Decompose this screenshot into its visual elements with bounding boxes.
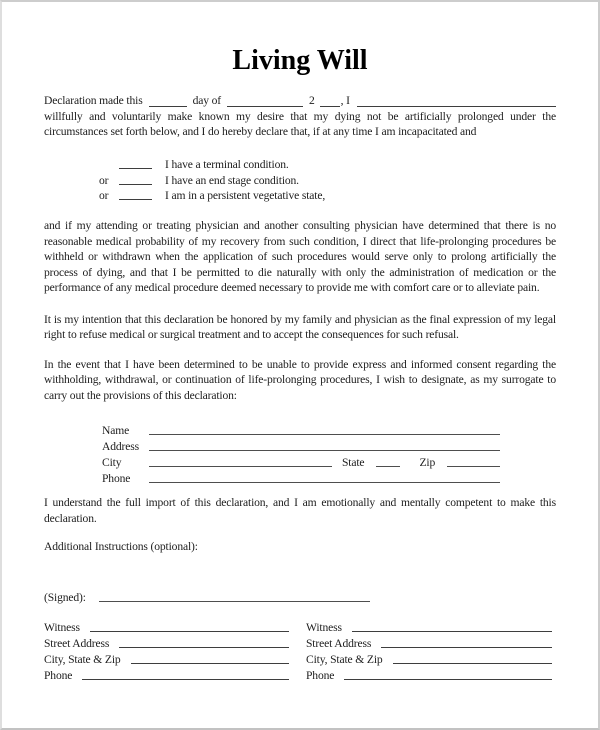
surrogate-address-row <box>102 437 500 453</box>
declarant-name-blank[interactable] <box>357 97 556 107</box>
page-title: Living Will <box>232 45 368 76</box>
witness-name-row <box>44 618 289 634</box>
zip-field-line[interactable] <box>447 457 500 467</box>
witness-city-state-zip-row <box>306 650 552 666</box>
witness-label: Witness <box>306 620 342 634</box>
zip-label: Zip <box>419 456 436 469</box>
signed-label: (Signed): <box>44 590 86 604</box>
vegetative-state-label: I am in a persistent vegetative state, <box>165 189 326 202</box>
street-address-label: Street Address <box>44 636 110 650</box>
condition-row-vegetative <box>99 187 556 203</box>
signature-row <box>44 588 556 604</box>
witness-label: Witness <box>44 620 80 634</box>
witness-column-right <box>306 618 552 682</box>
witness-city-state-zip-line[interactable] <box>131 654 289 664</box>
intention-paragraph: It is my intention that this declaration be honored by my family and physician as the final expression of my legal right to refuse medical or surgical treatment and to accept the consequences for such refusal. <box>44 312 556 341</box>
witness-phone-row <box>306 666 552 682</box>
end-stage-condition-label: I have an end stage condition. <box>165 173 299 187</box>
city-field-line[interactable] <box>149 457 332 467</box>
phone-field-line[interactable] <box>149 473 500 483</box>
witness-name-row <box>306 618 552 634</box>
surrogate-contact-fields <box>102 421 500 485</box>
month-blank[interactable] <box>227 97 303 107</box>
city-state-zip-label: City, State & Zip <box>306 652 383 666</box>
witness-name-line[interactable] <box>352 622 552 632</box>
surrogate-designation-paragraph: In the event that I have been determined to be unable to provide express and informed consent regarding the withholding, withdrawal, or continuation of life-prolonging procedures, I wish to designate, as my surrogate to carry out the provisions of this declaration: <box>44 357 556 402</box>
witness-city-state-zip-row <box>44 650 289 666</box>
surrogate-phone-row <box>102 469 500 485</box>
declaration-made-this-text: Declaration made this <box>44 94 143 107</box>
phone-label: Phone <box>102 472 131 485</box>
witness-street-row <box>44 634 289 650</box>
day-of-text: day of <box>192 94 221 107</box>
day-blank[interactable] <box>149 97 187 107</box>
address-label: Address <box>102 440 139 453</box>
witness-phone-row <box>44 666 289 682</box>
physician-determination-paragraph: and if my attending or treating physician and another consulting physician have determined that there is no reasonable medical probability of my recovery from such condition, I direct that life-prolonging procedures be withheld or withdrawn when the application of such procedures would serve only to prolong artificially the process of dying, and that I be permitted to die naturally with only the administration of medication or the performance of any medical procedure deemed necessary to provide me with comfort care or to alleviate pain. <box>44 219 556 294</box>
vegetative-state-initial-blank[interactable] <box>119 190 152 200</box>
condition-row-terminal <box>99 156 556 172</box>
phone-label: Phone <box>44 668 73 682</box>
name-label: Name <box>102 424 130 437</box>
condition-options <box>99 156 556 203</box>
year-blank[interactable] <box>320 97 340 107</box>
condition-or-text: or <box>99 189 109 202</box>
additional-instructions-label: Additional Instructions (optional): <box>44 540 198 553</box>
terminal-condition-initial-blank[interactable] <box>119 159 152 169</box>
witness-section <box>44 618 556 682</box>
surrogate-city-state-zip-row <box>102 453 500 469</box>
state-label: State <box>342 456 365 469</box>
declaration-intro-continuation: willfully and voluntarily make known my desire that my dying not be artificially prolonged under the circumstances set forth below, and I do hereby declare that, if at any time I am incapacitated and <box>44 109 556 138</box>
condition-row-end-stage <box>99 171 556 187</box>
witness-phone-line[interactable] <box>344 670 552 680</box>
year-prefix-text: 2 <box>309 94 315 107</box>
street-address-label: Street Address <box>306 636 372 650</box>
witness-column-left <box>44 618 289 682</box>
witness-street-row <box>306 634 552 650</box>
witness-street-line[interactable] <box>381 638 552 648</box>
terminal-condition-label: I have a terminal condition. <box>165 158 289 171</box>
phone-label: Phone <box>306 668 335 682</box>
witness-name-line[interactable] <box>90 622 289 632</box>
surrogate-name-row <box>102 421 500 437</box>
signature-line[interactable] <box>99 592 370 602</box>
declaration-date-line <box>44 93 556 109</box>
comma-i-text: , I <box>340 94 350 107</box>
witness-street-line[interactable] <box>119 638 289 648</box>
state-field-line[interactable] <box>376 457 400 467</box>
address-field-line[interactable] <box>149 441 500 451</box>
competence-paragraph: I understand the full import of this declaration, and I am emotionally and mentally competent to make this declaration. <box>44 496 556 525</box>
city-state-zip-label: City, State & Zip <box>44 652 121 666</box>
condition-or-text: or <box>99 173 109 187</box>
witness-city-state-zip-line[interactable] <box>393 654 552 664</box>
end-stage-condition-initial-blank[interactable] <box>119 175 152 185</box>
name-field-line[interactable] <box>149 425 500 435</box>
city-label: City <box>102 456 122 469</box>
witness-phone-line[interactable] <box>82 670 289 680</box>
